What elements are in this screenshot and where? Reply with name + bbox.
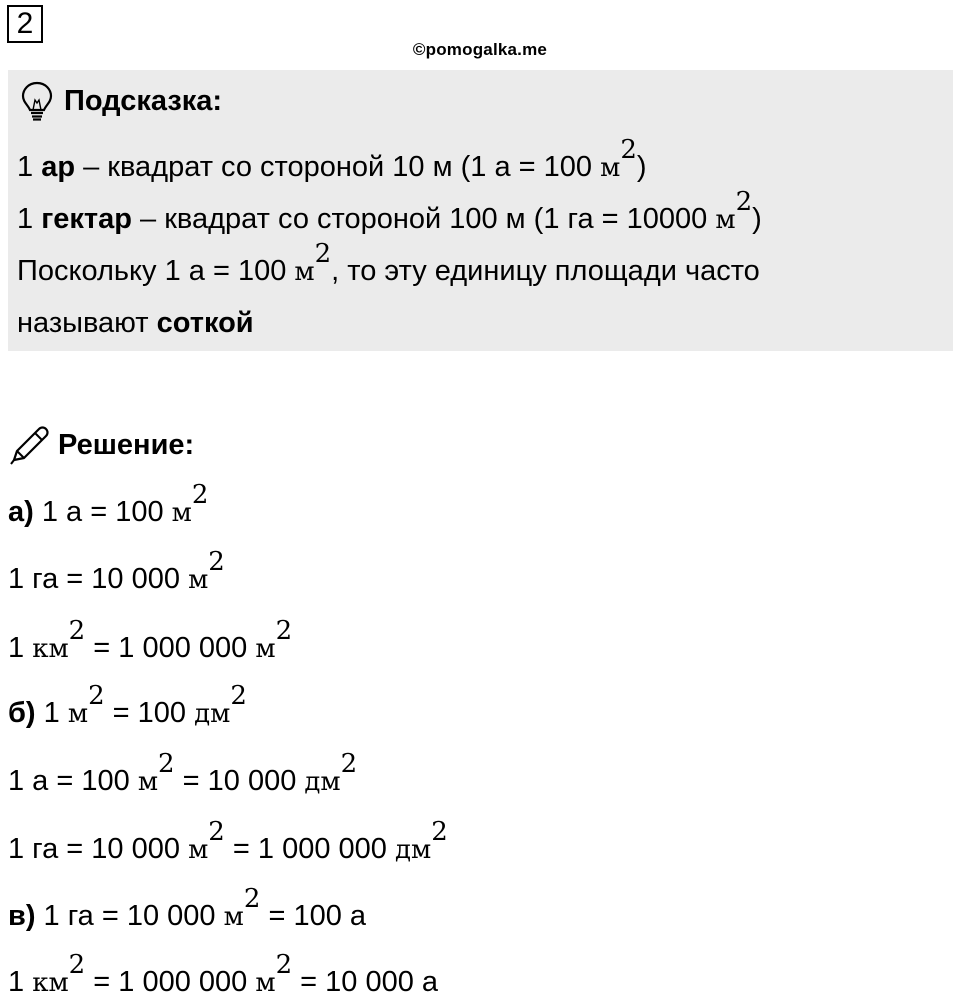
hint-title: Подсказка: xyxy=(64,84,223,117)
solution-line: а) 1 а = 100 $м^2$ xyxy=(8,479,209,528)
solution-line: 1 а = 100 $м^2 = 10$ 000 $дм^2$ xyxy=(8,748,358,797)
task-number: 2 xyxy=(7,5,43,43)
watermark: ©pomogalka.me xyxy=(412,40,548,59)
hint-line-4: называют соткой xyxy=(17,307,254,339)
solution-line: 1 га = 10 000 $м^2$ xyxy=(8,546,225,595)
solution-header xyxy=(8,422,194,468)
solution-line: 1 $км^2 = 1$ 000 000 $м^2$ xyxy=(8,615,293,664)
hint-header xyxy=(20,79,222,123)
lightbulb-icon xyxy=(20,80,54,122)
solution-line: 1 $км^2 = 1$ 000 000 $м^2 = 10$ 000 а xyxy=(8,949,439,998)
pencil-icon xyxy=(8,424,50,466)
solution-line: б) 1 $м^2 = 100$ $дм^2$ xyxy=(8,680,247,729)
solution-line: 1 га = 10 000 $м^2 = 1$ 000 000 $дм^2$ xyxy=(8,816,448,865)
hint-line-1: 1 ар – квадрат со стороной 10 м (1 а = 100 $м^2$) xyxy=(17,134,647,183)
hint-line-2: 1 гектар – квадрат со стороной 100 м (1 га = 10000 $м^2$) xyxy=(17,186,762,235)
hint-line-3: Поскольку 1 а = 100 $м^2$, то эту единицу площади часто xyxy=(17,238,760,287)
solution-line: в) 1 га = 10 000 $м^2 = 100$ а xyxy=(8,883,367,932)
solution-title: Решение: xyxy=(58,428,195,461)
